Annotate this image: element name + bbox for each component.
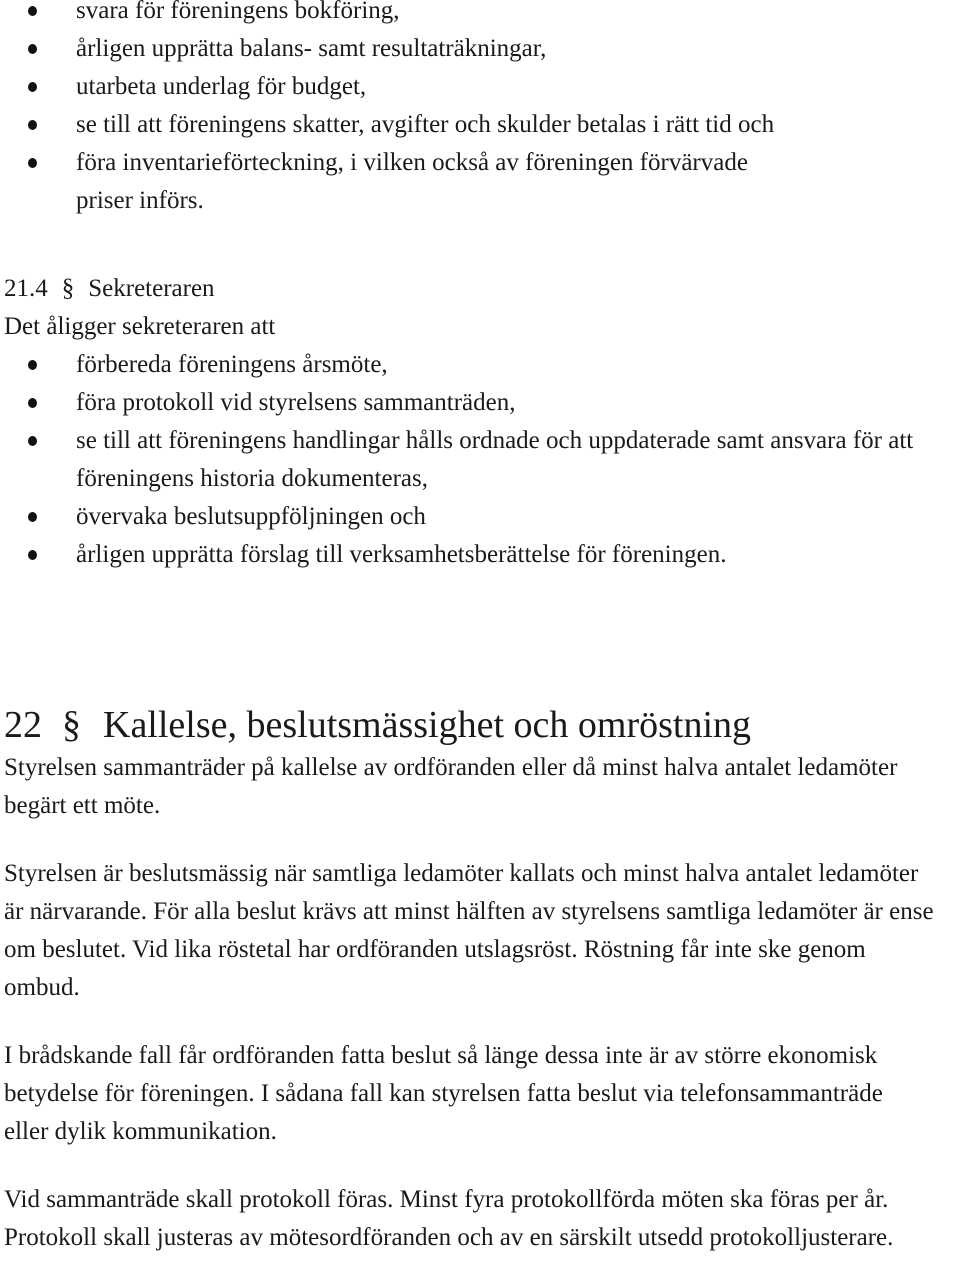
bullet-icon xyxy=(28,360,37,370)
list-item xyxy=(4,68,956,106)
bullet-icon xyxy=(28,550,37,560)
paragraph: I brådskande fall får ordföranden fatta beslut så länge dessa inte är av större ekonomisk betydelse för föreningen. I sådana fall kan styrelsen fatta beslut via telefonsammanträde eller dylik kommunikation. xyxy=(4,1042,883,1145)
section-number: 22 xyxy=(4,704,42,746)
list-item-text: årligen upprätta förslag till verksamhetsberättelse för föreningen. xyxy=(76,541,727,568)
list-item-text: svara för föreningens bokföring, xyxy=(76,0,400,24)
paragraph: Vid sammanträde skall protokoll föras. Minst fyra protokollförda möten ska föras per år. Protokoll skall justeras av mötesordföranden och av en särskilt utsedd protokolljusterare. xyxy=(4,1186,894,1251)
list-item xyxy=(4,106,956,144)
section-title: Kallelse, beslutsmässighet och omröstning xyxy=(103,704,752,746)
section-symbol: § xyxy=(62,704,81,746)
list-item xyxy=(4,144,956,220)
section-symbol: § xyxy=(61,275,75,302)
section-intro: Det åligger sekreteraren att xyxy=(4,313,276,340)
paragraph: Styrelsen sammanträder på kallelse av ordföranden eller då minst halva antalet ledamöter begärt ett möte. xyxy=(4,754,898,819)
list-item xyxy=(4,346,956,384)
section-number: 21.4 xyxy=(4,275,48,302)
section-21-4-heading xyxy=(4,270,956,308)
list-item xyxy=(4,422,956,498)
list-item-text: se till att föreningens handlingar hålls ordnade och uppdaterade samt ansvara för att föreningens historia dokumenteras, xyxy=(76,427,914,492)
list-item-text: se till att föreningens skatter, avgifter och skulder betalas i rätt tid och xyxy=(76,111,775,138)
list-item-text: övervaka beslutsuppföljningen och xyxy=(76,503,426,530)
treasurer-duties-list xyxy=(4,0,956,220)
list-item-text: årligen upprätta balans- samt resultaträkningar, xyxy=(76,35,547,62)
list-item xyxy=(4,384,956,422)
list-item xyxy=(4,536,956,574)
bullet-icon xyxy=(28,6,37,16)
list-item xyxy=(4,30,956,68)
bullet-icon xyxy=(28,44,37,54)
secretary-duties-list xyxy=(4,346,956,574)
section-22-heading xyxy=(4,701,956,749)
list-item-text: utarbeta underlag för budget, xyxy=(76,73,367,100)
bullet-icon xyxy=(28,436,37,446)
bullet-icon xyxy=(28,398,37,408)
section-title: Sekreteraren xyxy=(88,275,215,302)
list-item-text: föra inventarieförteckning, i vilken också av föreningen förvärvade priser införs. xyxy=(76,149,748,214)
paragraph: Styrelsen är beslutsmässig när samtliga ledamöter kallats och minst halva antalet ledamöter är närvarande. För alla beslut krävs att minst hälften av styrelsens samtliga ledamöter är ense om beslutet. Vid lika röstetal har ordföranden utslagsröst. Röstning får inte ske genom ombud. xyxy=(4,860,934,1001)
list-item-text: förbereda föreningens årsmöte, xyxy=(76,351,388,378)
bullet-icon xyxy=(28,512,37,522)
list-item-text: föra protokoll vid styrelsens sammanträden, xyxy=(76,389,516,416)
bullet-icon xyxy=(28,82,37,92)
list-item xyxy=(4,498,956,536)
bullet-icon xyxy=(28,120,37,130)
document-page xyxy=(4,0,956,1257)
bullet-icon xyxy=(28,158,37,168)
list-item xyxy=(4,0,956,30)
